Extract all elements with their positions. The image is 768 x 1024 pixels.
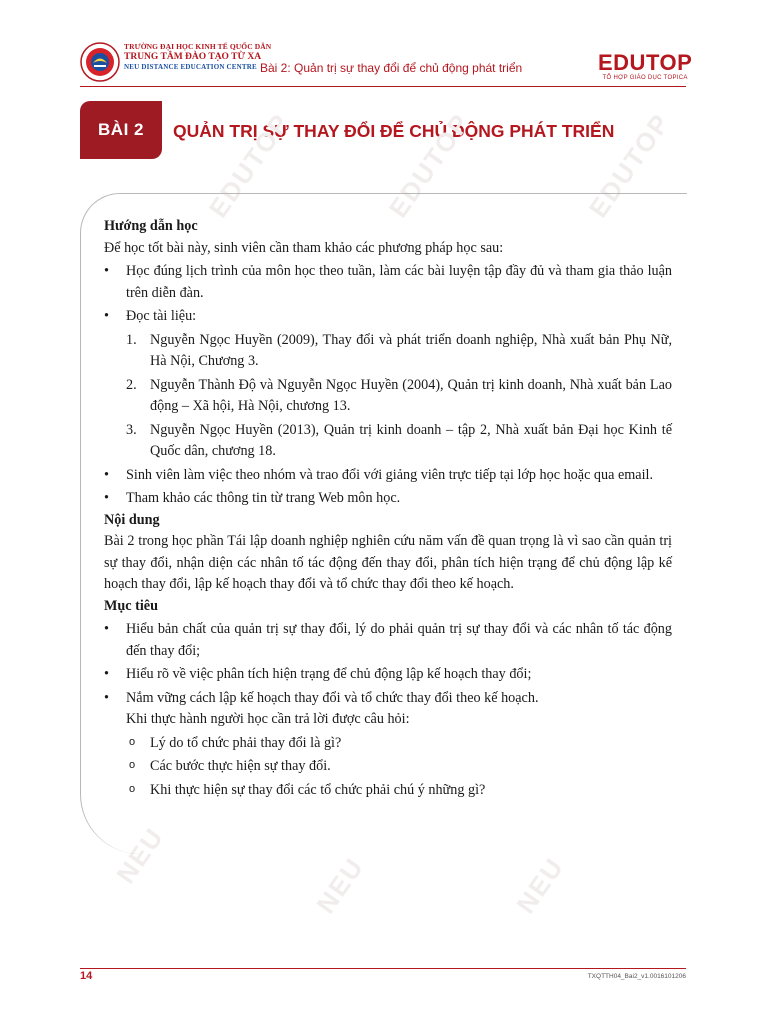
- reference-item: [126, 420, 672, 463]
- center-name-english: NEU DISTANCE EDUCATION CENTRE: [124, 62, 257, 71]
- reference-list: [126, 330, 672, 463]
- chapter-number: BÀI 2: [98, 120, 144, 139]
- list-item: • Tham khảo các thông tin từ trang Web môn học.: [104, 488, 672, 510]
- reference-item: [126, 330, 672, 373]
- list-item: [104, 306, 672, 463]
- reference-number: 3.: [126, 421, 137, 438]
- objectives-heading: Mục tiêu: [104, 597, 158, 614]
- guide-heading: Hướng dẫn học: [104, 218, 198, 234]
- brand-tagline: TỔ HỢP GIÁO DỤC TOPICA: [602, 75, 688, 81]
- objectives-list: [104, 619, 672, 709]
- page-number: 14: [80, 970, 93, 982]
- list-item: o Lý do tổ chức phải thay đổi là gì?: [128, 733, 672, 755]
- reference-text: Nguyễn Ngọc Huyền (2009), Thay đổi và phát triển doanh nghiệp, Nhà xuất bản Phụ Nữ, Hà Nội, Chương 3.: [150, 331, 672, 369]
- reference-text: Nguyễn Ngọc Huyền (2013), Quản trị kinh doanh – tập 2, Nhà xuất bản Đại học Kinh tế Quốc dân, chương 18.: [150, 421, 672, 459]
- watermark: EDUTOP: [382, 107, 477, 223]
- edutop-logo: [598, 52, 692, 81]
- watermark: NEU: [310, 851, 370, 919]
- reference-text: Nguyễn Thành Độ và Nguyễn Ngọc Huyền (2004), Quản trị kinh doanh, Nhà xuất bản Lao động – Xã hội, Hà Nội, chương 13.: [150, 376, 672, 414]
- list-item-label: Đọc tài liệu:: [126, 308, 197, 324]
- guide-list: [104, 261, 672, 510]
- watermark: NEU: [110, 821, 170, 889]
- list-item: • Sinh viên làm việc theo nhóm và trao đổi với giảng viên trực tiếp tại lớp học hoặc qua email.: [104, 465, 672, 487]
- neu-logo-icon: [80, 42, 120, 82]
- document-code: TXQTTH04_Bai2_v1.0016101206: [587, 973, 686, 980]
- content-heading: Nội dung: [104, 511, 160, 528]
- watermark: EDUTOP: [202, 107, 297, 223]
- list-item: • Nắm vững cách lập kế hoạch thay đổi và tổ chức thay đổi theo kế hoạch.: [104, 688, 672, 710]
- center-name: TRUNG TÂM ĐÀO TẠO TỪ XA: [124, 51, 262, 62]
- chapter-title: QUẢN TRỊ SỰ THAY ĐỔI ĐỂ CHỦ ĐỘNG PHÁT TRIỂN: [173, 121, 615, 141]
- reference-number: 2.: [126, 376, 137, 393]
- chapter-badge: [80, 101, 162, 159]
- list-item: • Hiểu bản chất của quản trị sự thay đổi, lý do phải quản trị sự thay đổi và các nhân tố tác động đến thay đổi;: [104, 619, 672, 662]
- organization-name: [124, 43, 271, 71]
- header-divider: [80, 86, 686, 87]
- watermark: NEU: [510, 851, 570, 919]
- list-item: o Các bước thực hiện sự thay đổi.: [128, 756, 672, 778]
- reference-number: 1.: [126, 331, 137, 348]
- objectives-followup: Khi thực hành người học cần trả lời được câu hỏi:: [126, 711, 410, 727]
- reference-item: [126, 375, 672, 418]
- study-guide-content: [104, 216, 672, 801]
- university-name: TRƯỜNG ĐẠI HỌC KINH TẾ QUỐC DÂN: [124, 42, 272, 51]
- guide-intro: Để học tốt bài này, sinh viên cần tham khảo các phương pháp học sau:: [104, 239, 504, 256]
- list-item: • Học đúng lịch trình của môn học theo tuần, làm các bài luyện tập đầy đủ và tham gia thảo luận trên diễn đàn.: [104, 261, 672, 304]
- content-body: Bài 2 trong học phần Tái lập doanh nghiệp nghiên cứu năm vấn đề quan trọng là vì sao cần quản trị sự thay đổi, nhận diện các nhân tố tác động đến thay đổi, phân tích hiện trạng để chủ động lập kế hoạch thay đổi, lập kế hoạch thay đổi và tổ chức thay đổi theo kế hoạch.: [104, 533, 672, 592]
- brand-name: EDUTOP: [598, 50, 693, 75]
- list-item: • Hiểu rõ về việc phân tích hiện trạng để chủ động lập kế hoạch thay đổi;: [104, 664, 672, 686]
- list-item: o Khi thực hiện sự thay đổi các tổ chức phải chú ý những gì?: [128, 780, 672, 802]
- question-list: [104, 733, 672, 802]
- footer-divider: [80, 968, 686, 969]
- watermark: EDUTOP: [582, 107, 677, 223]
- running-header-title: Bài 2: Quản trị sự thay đổi để chủ động phát triển: [260, 61, 523, 75]
